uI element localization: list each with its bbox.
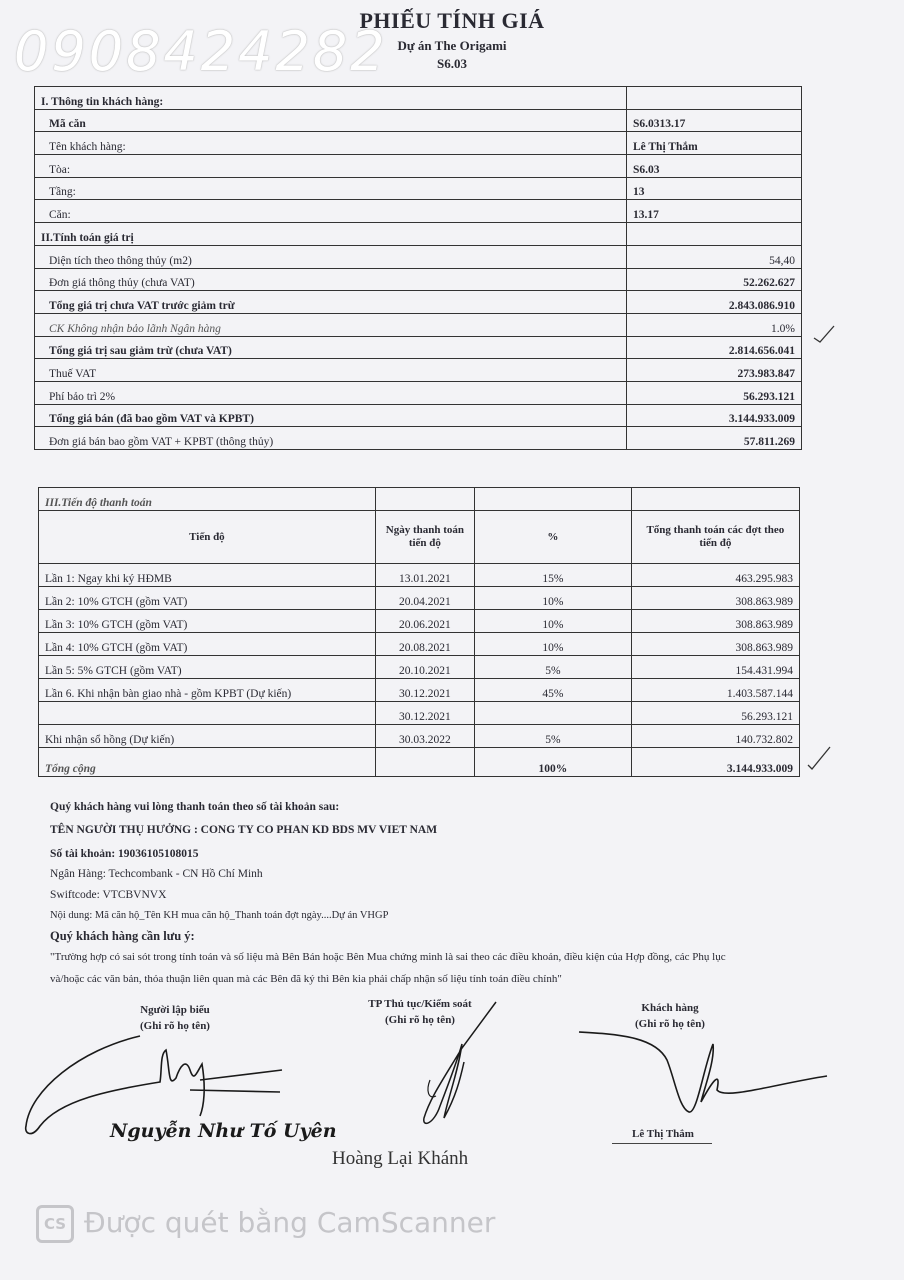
note-line: "Trường hợp có sai sót trong tính toán và số liệu mà Bên Bán hoặc Bên Mua chứng minh là sai theo các điều khoản, điều kiện của Hợp đồng, các Phụ lục (50, 951, 726, 963)
section-heading: I. Thông tin khách hàng: (35, 87, 627, 110)
date-cell: 20.06.2021 (375, 610, 474, 633)
signature-scribble-controller (400, 1000, 520, 1140)
table-row (39, 564, 800, 587)
row-value: 13.17 (626, 200, 801, 223)
stage-cell: Lần 1: Ngay khi ký HĐMB (39, 564, 376, 587)
total-pct: 100% (474, 748, 631, 777)
signature-subtitle: (Ghi rõ họ tên) (385, 1014, 455, 1026)
row-value: 273.983.847 (626, 359, 801, 382)
table-row (39, 702, 800, 725)
row-value: S6.03 (626, 155, 801, 178)
amount-cell: 140.732.802 (631, 725, 799, 748)
row-label: Tổng giá bán (đã bao gồm VAT và KPBT) (35, 404, 627, 427)
date-cell: 30.12.2021 (375, 679, 474, 702)
date-cell: 30.12.2021 (375, 702, 474, 725)
stage-cell: Lần 6. Khi nhận bàn giao nhà - gồm KPBT (Dự kiến) (39, 679, 376, 702)
row-label: Tổng giá trị chưa VAT trước giảm trừ (35, 291, 627, 314)
amount-cell: 154.431.994 (631, 656, 799, 679)
row-label: Căn: (35, 200, 627, 223)
row-label: Tòa: (35, 155, 627, 178)
date-cell: 20.08.2021 (375, 633, 474, 656)
page-title: PHIẾU TÍNH GIÁ (359, 8, 545, 33)
signature-subtitle: (Ghi rõ họ tên) (140, 1020, 210, 1032)
payment-schedule-table (38, 487, 800, 777)
column-header: % (474, 511, 631, 564)
pct-cell: 45% (474, 679, 631, 702)
stage-cell: Lần 2: 10% GTCH (gồm VAT) (39, 587, 376, 610)
stage-cell: Khi nhận sổ hồng (Dự kiến) (39, 725, 376, 748)
row-label: Đơn giá thông thủy (chưa VAT) (35, 268, 627, 291)
amount-cell: 308.863.989 (631, 587, 799, 610)
note-heading: Quý khách hàng cần lưu ý: (50, 929, 195, 943)
total-amount: 3.144.933.009 (631, 748, 799, 777)
account-number: Số tài khoản: 19036105108015 (50, 848, 199, 860)
row-value: 56.293.121 (626, 381, 801, 404)
pct-cell: 5% (474, 656, 631, 679)
date-cell: 30.03.2022 (375, 725, 474, 748)
row-label: Diện tích theo thông thủy (m2) (35, 245, 627, 268)
stage-cell: Lần 5: 5% GTCH (gồm VAT) (39, 656, 376, 679)
pct-cell: 5% (474, 725, 631, 748)
signature-name-controller: Hoàng Lại Khánh (332, 1148, 469, 1169)
row-label: Mã căn (35, 109, 627, 132)
row-value: 13 (626, 177, 801, 200)
amount-cell: 1.403.587.144 (631, 679, 799, 702)
table-row (39, 633, 800, 656)
row-label: Tầng: (35, 177, 627, 200)
row-value: 2.843.086.910 (626, 291, 801, 314)
signature-title: TP Thủ tục/Kiểm soát (368, 998, 472, 1010)
row-label: Tên khách hàng: (35, 132, 627, 155)
section-heading: III.Tiến độ thanh toán (39, 488, 376, 511)
signature-name-customer: Lê Thị Thắm (632, 1128, 694, 1140)
row-value: 1.0% (626, 313, 801, 336)
row-label: Đơn giá bán bao gồm VAT + KPBT (thông thủy) (35, 427, 627, 450)
camscanner-logo-icon: CS (36, 1205, 74, 1243)
table-row (39, 610, 800, 633)
total-label: Tổng cộng (39, 748, 376, 777)
pct-cell: 10% (474, 633, 631, 656)
row-value: Lê Thị Thắm (626, 132, 801, 155)
transfer-content: Nội dung: Mã căn hộ_Tên KH mua căn hộ_Thanh toán đợt ngày....Dự án VHGP (50, 910, 389, 921)
row-label: Phí bảo trì 2% (35, 381, 627, 404)
row-label: Thuế VAT (35, 359, 627, 382)
pct-cell: 15% (474, 564, 631, 587)
project-code: S6.03 (437, 56, 467, 71)
row-label: CK Không nhận bảo lãnh Ngân hàng (35, 313, 627, 336)
bank-name: Ngân Hàng: Techcombank - CN Hồ Chí Minh (50, 868, 263, 880)
table-row (39, 656, 800, 679)
camscanner-text: Được quét bằng CamScanner (84, 1206, 496, 1239)
price-table (34, 86, 802, 450)
phone-watermark: 0908424282 (14, 20, 388, 83)
row-value: 57.811.269 (626, 427, 801, 450)
signature-scribble-customer (575, 1030, 835, 1120)
check-mark-icon (812, 322, 836, 346)
date-cell: 20.10.2021 (375, 656, 474, 679)
stage-cell: Lần 4: 10% GTCH (gồm VAT) (39, 633, 376, 656)
beneficiary: TÊN NGƯỜI THỤ HƯỞNG : CONG TY CO PHAN KD BDS MV VIET NAM (50, 824, 438, 836)
stage-cell (39, 702, 376, 725)
pct-cell (474, 702, 631, 725)
signature-block-customer (605, 1000, 735, 1032)
amount-cell: 308.863.989 (631, 633, 799, 656)
note-line: và/hoặc các văn bản, thỏa thuận liên quan mà các Bên đã ký thì Bên kia phải chấp nhận số liệu tính toán điều chỉnh" (50, 973, 562, 985)
stage-cell: Lần 3: 10% GTCH (gồm VAT) (39, 610, 376, 633)
check-mark-icon (806, 745, 832, 771)
signature-title: Người lập biểu (140, 1004, 210, 1016)
signature-subtitle: (Ghi rõ họ tên) (635, 1018, 705, 1030)
row-value: 2.814.656.041 (626, 336, 801, 359)
amount-cell: 308.863.989 (631, 610, 799, 633)
section-heading: II.Tính toán giá trị (35, 223, 627, 246)
signature-title: Khách hàng (641, 1002, 699, 1014)
pct-cell: 10% (474, 587, 631, 610)
signature-underline (612, 1143, 712, 1144)
row-value: 54,40 (626, 245, 801, 268)
row-label: Tổng giá trị sau giảm trừ (chưa VAT) (35, 336, 627, 359)
payment-intro: Quý khách hàng vui lòng thanh toán theo số tài khoản sau: (50, 801, 340, 813)
column-header: Tổng thanh toán các đợt theo tiến độ (631, 511, 799, 564)
row-value: 52.262.627 (626, 268, 801, 291)
table-row (39, 725, 800, 748)
project-name: Dự án The Origami (397, 38, 507, 53)
pct-cell: 10% (474, 610, 631, 633)
table-row (39, 587, 800, 610)
date-cell: 13.01.2021 (375, 564, 474, 587)
date-cell: 20.04.2021 (375, 587, 474, 610)
table-row (39, 679, 800, 702)
swift-code: Swiftcode: VTCBVNVX (50, 889, 167, 901)
column-header: Tiến độ (39, 511, 376, 564)
camscanner-watermark (36, 1205, 495, 1243)
row-value: 3.144.933.009 (626, 404, 801, 427)
row-value: S6.0313.17 (626, 109, 801, 132)
signature-name-preparer: Nguyễn Như Tố Uyên (110, 1120, 337, 1142)
column-header: Ngày thanh toán tiến độ (375, 511, 474, 564)
amount-cell: 463.295.983 (631, 564, 799, 587)
amount-cell: 56.293.121 (631, 702, 799, 725)
total-row (39, 748, 800, 777)
